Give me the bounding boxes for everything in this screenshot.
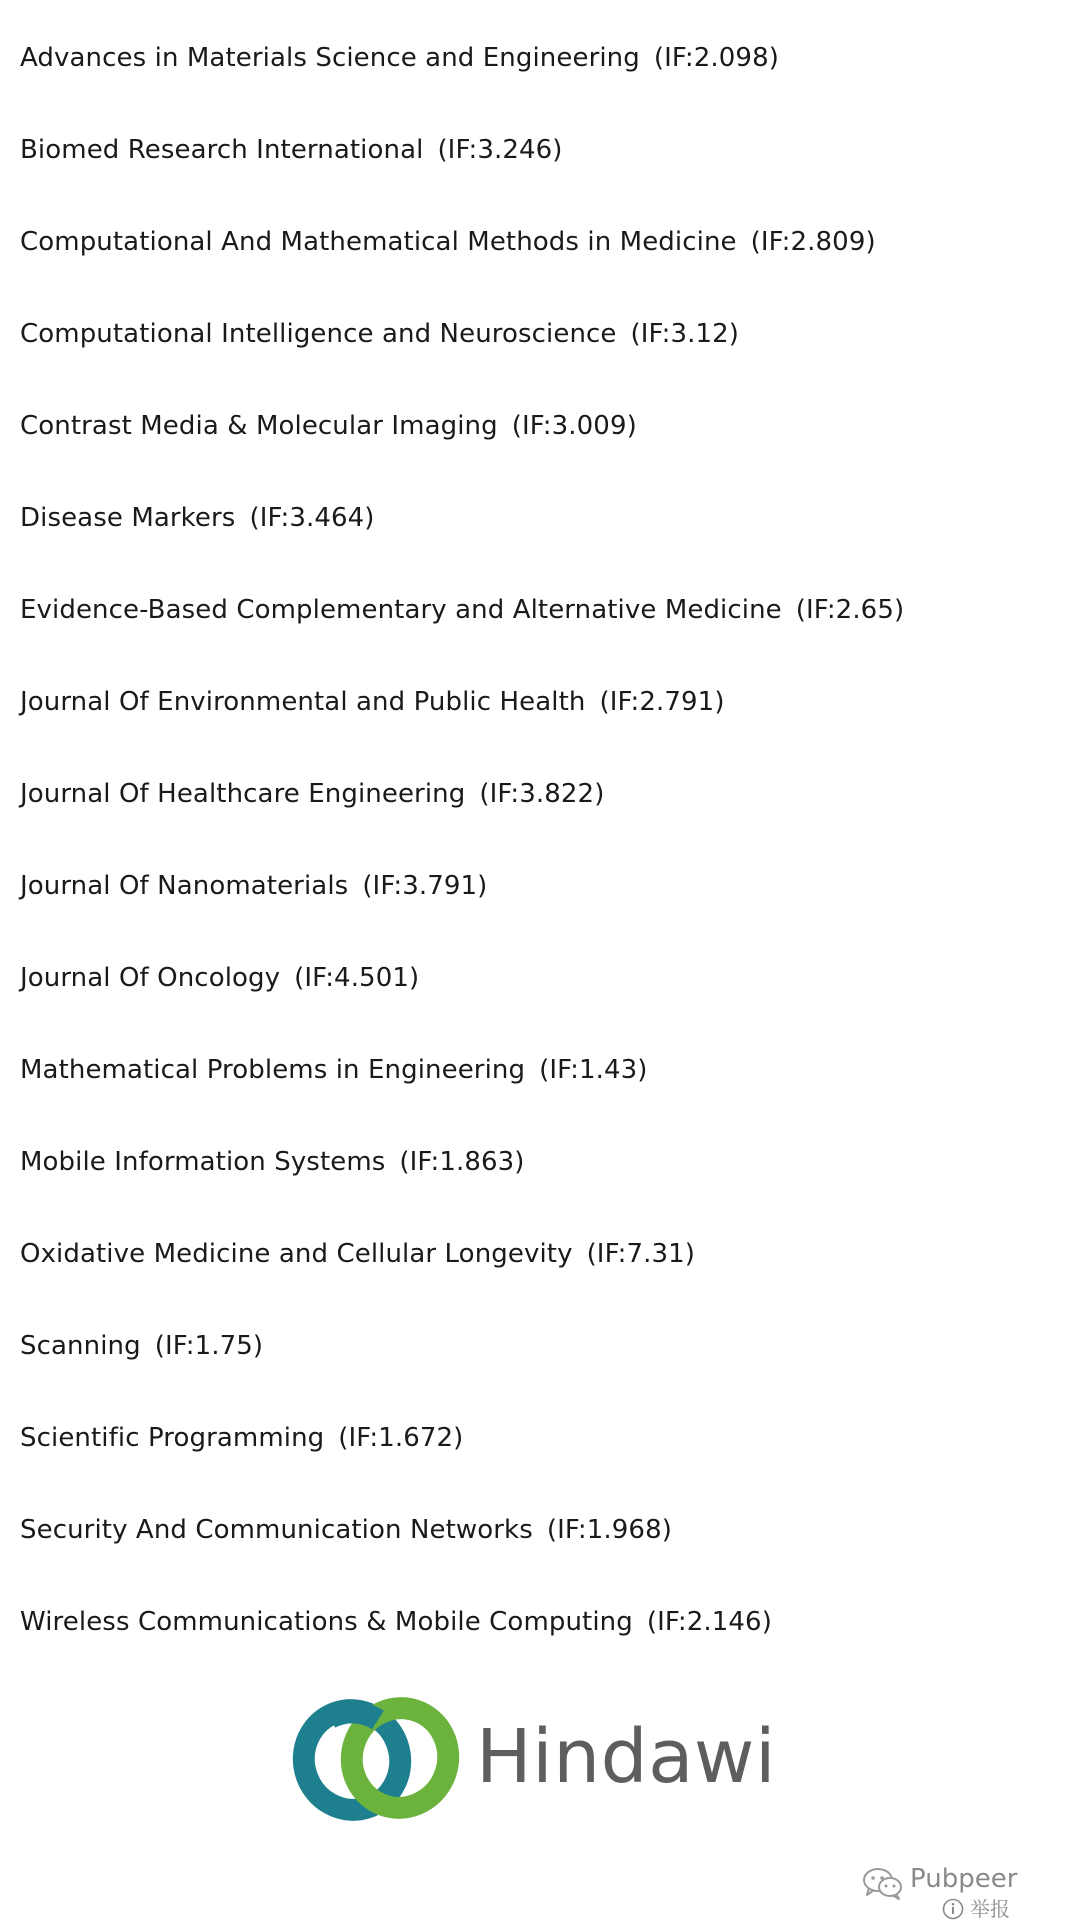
- hindawi-logo: [292, 1696, 777, 1824]
- hindawi-logo-icon: [292, 1696, 462, 1824]
- impact-factor: (IF:7.31): [586, 1239, 696, 1269]
- impact-factor: (IF:1.672): [338, 1423, 464, 1453]
- journal-item: [20, 496, 1060, 588]
- impact-factor: (IF:1.43): [539, 1055, 648, 1085]
- journal-name: Computational Intelligence and Neuroscience: [20, 319, 617, 349]
- watermark-label: Pubpeer: [910, 1864, 1018, 1894]
- impact-factor: (IF:1.863): [399, 1147, 525, 1177]
- impact-factor: (IF:1.968): [546, 1515, 672, 1545]
- journal-name: Mathematical Problems in Engineering: [20, 1055, 526, 1085]
- journal-name: Journal Of Healthcare Engineering: [20, 779, 466, 809]
- journal-item: [20, 680, 1060, 772]
- journal-name: Computational And Mathematical Methods in Medicine: [20, 227, 737, 257]
- wechat-icon: [862, 1866, 904, 1900]
- impact-factor: (IF:3.246): [437, 135, 563, 165]
- journal-item: [20, 1232, 1060, 1324]
- journal-item: [20, 1416, 1060, 1508]
- impact-factor: (IF:4.501): [294, 963, 420, 993]
- journal-name: Journal Of Nanomaterials: [20, 871, 349, 901]
- journal-name: Scanning: [20, 1331, 141, 1361]
- journal-item: [20, 1048, 1060, 1140]
- journal-list: [20, 36, 1060, 1692]
- journal-name: Oxidative Medicine and Cellular Longevity: [20, 1239, 573, 1269]
- journal-item: [20, 864, 1060, 956]
- report-label: 举报: [970, 1897, 1010, 1921]
- hindawi-wordmark: Hindawi: [476, 1714, 777, 1800]
- journal-name: Contrast Media & Molecular Imaging: [20, 411, 498, 441]
- journal-name: Scientific Programming: [20, 1423, 325, 1453]
- journal-item: [20, 128, 1060, 220]
- impact-factor: (IF:3.464): [249, 503, 375, 533]
- journal-item: [20, 1600, 1060, 1692]
- journal-item: [20, 404, 1060, 496]
- journal-item: [20, 1508, 1060, 1600]
- journal-name: Biomed Research International: [20, 135, 424, 165]
- pubpeer-watermark: [862, 1862, 1052, 1924]
- journal-item: [20, 312, 1060, 404]
- impact-factor: (IF:2.146): [646, 1607, 772, 1637]
- journal-name: Advances in Materials Science and Engineering: [20, 43, 640, 73]
- journal-item: [20, 1140, 1060, 1232]
- impact-factor: (IF:3.12): [630, 319, 739, 349]
- info-icon: [942, 1898, 964, 1920]
- journal-name: Journal Of Environmental and Public Health: [20, 687, 586, 717]
- journal-name: Disease Markers: [20, 503, 236, 533]
- report-link[interactable]: [942, 1896, 1010, 1922]
- journal-name: Security And Communication Networks: [20, 1515, 533, 1545]
- impact-factor: (IF:2.791): [599, 687, 725, 717]
- journal-name: Wireless Communications & Mobile Computing: [20, 1607, 633, 1637]
- journal-name: Mobile Information Systems: [20, 1147, 386, 1177]
- impact-factor: (IF:3.822): [479, 779, 605, 809]
- journal-item: [20, 220, 1060, 312]
- journal-item: [20, 588, 1060, 680]
- impact-factor: (IF:2.65): [795, 595, 905, 625]
- impact-factor: (IF:3.009): [511, 411, 637, 441]
- impact-factor: (IF:2.098): [653, 43, 779, 73]
- impact-factor: (IF:3.791): [362, 871, 488, 901]
- journal-item: [20, 36, 1060, 128]
- impact-factor: (IF:1.75): [154, 1331, 264, 1361]
- journal-name: Evidence-Based Complementary and Alternative Medicine: [20, 595, 782, 625]
- journal-item: [20, 1324, 1060, 1416]
- impact-factor: (IF:2.809): [750, 227, 876, 257]
- journal-item: [20, 772, 1060, 864]
- journal-item: [20, 956, 1060, 1048]
- journal-name: Journal Of Oncology: [20, 963, 281, 993]
